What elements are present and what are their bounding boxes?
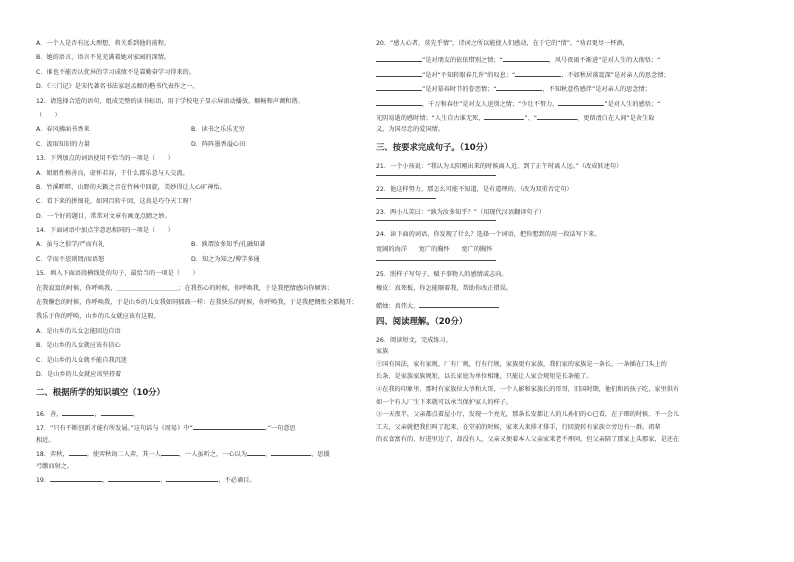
- q17-cont: 相近。: [36, 436, 55, 444]
- q20-line2: ”是对朋友的依依惜别之情；“ ，风号夜雨不渐进”是对人生的大彻悟；“: [376, 54, 764, 62]
- q14-option-a: A．虽与之俱学/严而有礼: [36, 241, 105, 249]
- q20-blank-7[interactable]: [376, 98, 422, 106]
- q25-answer-line[interactable]: [419, 300, 499, 308]
- q18-cont: 弓缴而射之。: [36, 462, 74, 470]
- q15-option-c: C．是山乡的儿女就不能自我沉迷: [36, 356, 127, 364]
- section-two-heading: 二、根据所学的知识填空（10分）: [36, 386, 165, 397]
- passage-title: 家族: [376, 348, 389, 356]
- q18-blank-3[interactable]: [247, 448, 265, 456]
- q24-stem: 24．读下面的词语，你发现了什么？选择一个词语，把你想到的用一段话写下来。: [376, 231, 601, 239]
- q17: 17．“只有不断创新才能有所发展。”这句话与《周易》中“ 。”一句意思: [36, 422, 381, 430]
- q23-stem: 23．两小儿笑曰：“孰为汝多知乎？”（用现代汉语翻译句子）: [376, 208, 545, 216]
- q15-passage-3: 我乐于你的呼唤，山乡的儿女就应该有这般。: [36, 313, 160, 321]
- q15-passage-2: 在我懈怠的时候，你呼唤我，于是山乡的儿女我如同擂鼓一样：在我快乐的时候，你呼唤我，于是我把惆怅全都抛开；: [36, 299, 358, 307]
- q14-options-row2: [36, 256, 381, 264]
- q19-blank-1[interactable]: [50, 474, 102, 482]
- q25-stem: 25．照样子写句子，赋予事物人的感情或志向。: [376, 270, 508, 278]
- q11-option-c: C．谁也不能否认优异的学习成绩不是靠勤奋学习得来的。: [36, 68, 196, 76]
- q20-blank-5[interactable]: [376, 83, 422, 91]
- q19-blank-2[interactable]: [108, 474, 160, 482]
- q18-blank-1[interactable]: [69, 448, 87, 456]
- q20-blank-1[interactable]: [376, 54, 422, 62]
- q26-stem: 26．阅读短文，完成练习。: [376, 336, 452, 344]
- q16-blank-2[interactable]: [101, 408, 133, 416]
- q11-option-a: A．一个人是否有远大理想，将关系到他的前程。: [36, 40, 171, 47]
- q18-blank-4[interactable]: [271, 448, 311, 456]
- q12-options-row2: [36, 141, 381, 149]
- section-three-heading: 三、按要求完成句子。（10分）: [376, 142, 493, 153]
- q20-line5: ，千万和春住”是对友人送别之情；“少壮不努力， ”是对人生的感悟；“: [376, 98, 764, 106]
- q14-stem: 14．下面词语中加点字意思相同的一项是（ ）: [36, 227, 174, 235]
- q24-options: 宽阔的海洋 宽广的胸怀 宽广的胸怀: [376, 245, 493, 253]
- q24-answer-line[interactable]: [376, 260, 496, 261]
- q19-blank-3[interactable]: [166, 474, 218, 482]
- q14-options-row1: [36, 241, 381, 249]
- q12-option-a: A．春风拂面书香来: [36, 126, 90, 134]
- q18-blank-2[interactable]: [161, 448, 179, 456]
- q12-option-b: B．读书之乐乐无穷: [191, 126, 245, 134]
- q12-option-d: D．阵阵墨香溢心田: [191, 140, 246, 148]
- q21-stem: 21．一个小孩说：“我认为太阳刚出来的时候离人近，到了正午时离人远。”（改成转述句）: [376, 163, 623, 171]
- q20-line3: ”是对“不知转眼春几许”的叹息；“ ，不如秋居落寞深”是对亲人的思念情；: [376, 69, 764, 77]
- q15-stem: 15．填入下面语段横线处的句子，最恰当的一项是（ ）: [36, 270, 199, 278]
- q17-blank-1[interactable]: [193, 422, 265, 430]
- q20-blank-9[interactable]: [484, 112, 524, 120]
- q21-answer-line[interactable]: [376, 175, 496, 176]
- passage-p3-l1: ③一天夜半，父亲都点着屋小厅，发现一个亮光，那条长发都让人的儿孙们的心已看，在子细的时候，不一会儿: [376, 411, 680, 419]
- q20-blank-8[interactable]: [558, 98, 604, 106]
- q22-answer-line[interactable]: [376, 198, 436, 199]
- passage-p3-l3: 的衣食富有的，好进里边了，却没有人，父亲又便着本人父亲家来老不理问，但父亲陪了那家上头那家，是还在: [376, 436, 680, 444]
- q12-paren: （ ）: [36, 111, 61, 119]
- q12-option-c: C．汲取知识的力量: [36, 140, 90, 148]
- q20-line4: ”是对慕春时节的眷恋情；“ ，不知秋意伤感伴”是对亲人的思念情；: [376, 83, 764, 91]
- q25-candle: 蜡烛：真伟大，: [376, 300, 764, 308]
- q16-blank-1[interactable]: [62, 408, 94, 416]
- passage-p2-l2: 如一个有人厂生下来就可以承当保护家人的样子。: [376, 398, 513, 406]
- q19: 19． ， ， ，不必诵目。: [36, 474, 381, 482]
- q22-stem: 22．他这样努力，那怎么可能不知道，是有道理的。（改为双重否定句）: [376, 185, 573, 193]
- q13-stem: 13．下列加点的词语使用不恰当的一项是（ ）: [36, 155, 174, 163]
- q20-blank-3[interactable]: [376, 69, 422, 77]
- q12-stem: 12．请选择合适的语句，组成完整的读书标语，用于学校电子显示屏滚动播放，顺畅和声调和谐。: [36, 97, 304, 105]
- q20-blank-2[interactable]: [503, 54, 549, 62]
- q20-blank-4[interactable]: [515, 69, 561, 77]
- q13-option-b: B．竹溪畔畔，山野的天籁之音在竹林中回旋，美妙得让人心旷神怡。: [36, 183, 226, 191]
- q20-line7: 义、为国尽忠的爱国情。: [376, 126, 445, 134]
- q20-blank-6[interactable]: [496, 83, 542, 91]
- passage-p1-l1: ①国有国法，家有家规，厂有厂规，行有行规，家族更有家族，我们家的家族是一条长，一条插在门头上的: [376, 360, 667, 368]
- q20-blank-10[interactable]: [537, 112, 577, 120]
- q13-option-a: A．姐姐性格善良，虚怀若谷，干什么都乐意与人交流。: [36, 169, 189, 177]
- passage-p1-l2: 长条，是家族家族规矩，以长家庭为单位相继，只能让人家会规矩是长条能了。: [376, 373, 593, 381]
- passage-p3-l2: 工夫，父亲就把我们叫了起来，在堂前的时候，家来大来排才排手，行回旋转有家族立旁边有一群。祖辈: [376, 423, 661, 431]
- q12-options-row1: [36, 126, 381, 134]
- q15-option-d: D．是山乡的儿女就应该坚持着: [36, 370, 122, 378]
- q13-option-d: D．一个好的题目，常常对文章有画龙点睛之妙。: [36, 212, 171, 220]
- left-column: [36, 40, 381, 489]
- q20-line6: 光阴易逝的感时情；“人生自古谁无死， ”、“ ，更留清白在人间”是舍生取: [376, 112, 764, 120]
- q15-option-b: B．是山乡的儿女就应该有信心: [36, 342, 121, 350]
- q18: 18．弈秋， 。使弈秋诲二人弈，其一人 ，一人虽听之，一心以为 ， ，思援: [36, 448, 381, 456]
- q16: 16．善， ， 。: [36, 408, 381, 416]
- right-column: [376, 40, 764, 449]
- q11-option-d: D．《三门记》是宋代著名书法家赵孟頫的楷书代表作之一。: [36, 83, 199, 91]
- passage-p2-l1: ②在我的印象里，那时有家族位大爷和大哥，一个人影和家族长的哥哥，旧国时期，他们和的孩子吃，家里供有: [376, 386, 680, 394]
- q14-option-b: B．孰谓汝多知乎/孔融知著: [191, 241, 266, 249]
- q13-option-c: C．看下来的拼图花，如同百转千回，这真是巧夺天工呀！: [36, 198, 196, 206]
- q11-option-b: B．她的语言、语言不见充满着她对家园的深情。: [36, 54, 171, 62]
- q15-passage-1: 在我寂寞的时候，你呼唤我，＿＿＿＿＿＿＿＿＿＿；在我伤心的时候，你呼唤我，于是我把情感向你倾诉；: [36, 284, 333, 292]
- q14-option-d: D．知之为知之/博学多通: [191, 255, 260, 263]
- q23-answer-line[interactable]: [376, 220, 496, 221]
- q25-example: 橡皮：真死板，你怎能顺着我，帮助你改正错误。: [376, 285, 513, 293]
- q14-option-c: C．学而不思则罔/而语怒: [36, 255, 105, 263]
- q20-line1: 20．“感人心者，莫先乎情”，诗词之所以能使人们感动，在于它的“情”。“劝君更尽一杯酒，: [376, 40, 629, 47]
- section-four-heading: 四、阅读理解。（20分）: [376, 315, 468, 326]
- q15-option-a: A．是山乡的儿女怎能回边自语: [36, 327, 121, 335]
